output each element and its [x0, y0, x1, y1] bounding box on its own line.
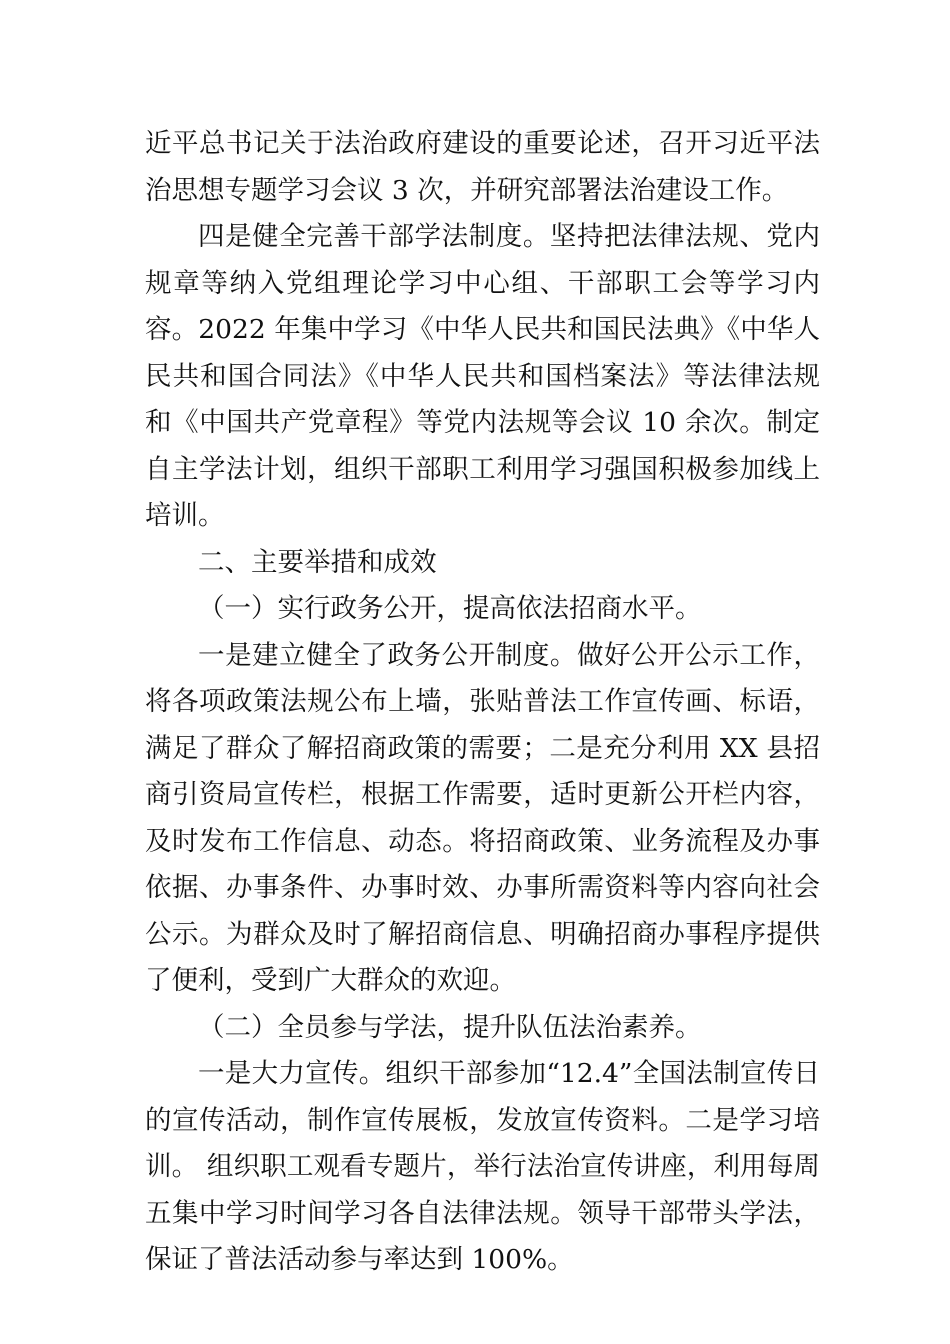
subheading-all-staff-study-law: （二）全员参与学法，提升队伍法治素养。 — [198, 1011, 702, 1043]
section-heading-main-measures: 二、主要举措和成效 — [198, 546, 437, 578]
paragraph-publicity-training: 一是大力宣传。组织干部参加“12.4”全国法制宣传日的宣传活动，制作宣传展板，发放宣传资料。二是学习培训。 组织职工观看专题片，举行法治宣传讲座，利用每周五集中学习时间学习各自法律法规。领导干部带头学法，保证了普法活动参与率达到 100%。 — [145, 1058, 820, 1275]
subheading-government-affairs-disclosure: （一）实行政务公开，提高依法招商水平。 — [198, 593, 702, 624]
paragraph-cadre-study-system: 四是健全完善干部学法制度。坚持把法律法规、党内规章等纳入党组理论学习中心组、干部职工会等学习内容。2022 年集中学习《中华人民共和国民法典》《中华人民共和国合同法》《中华人民共和国档案法》等法律法规和《中国共产党章程》等党内法规等会议 10 余次。制定自主学法计划，组织干部职工利用学习强国积极参加线上培训。 — [145, 221, 820, 531]
paragraph-continuation: 近平总书记关于法治政府建设的重要论述，召开习近平法治思想专题学习会议 3 次，并研究部署法治建设工作。 — [145, 128, 820, 206]
paragraph-disclosure-system: 一是建立健全了政务公开制度。做好公开公示工作，将各项政策法规公布上墙，张贴普法工作宣传画、标语，满足了群众了解招商政策的需要；二是充分利用 XX 县招商引资局宣传栏，根据工作需要，适时更新公开栏内容，及时发布工作信息、动态。将招商政策、业务流程及办事依据、办事条件、办事时效、办事所需资料等内容向社会公示。为群众及时了解招商信息、明确招商办事程序提供了便利，受到广大群众的欢迎。 — [145, 639, 820, 996]
document-body — [145, 121, 820, 1284]
